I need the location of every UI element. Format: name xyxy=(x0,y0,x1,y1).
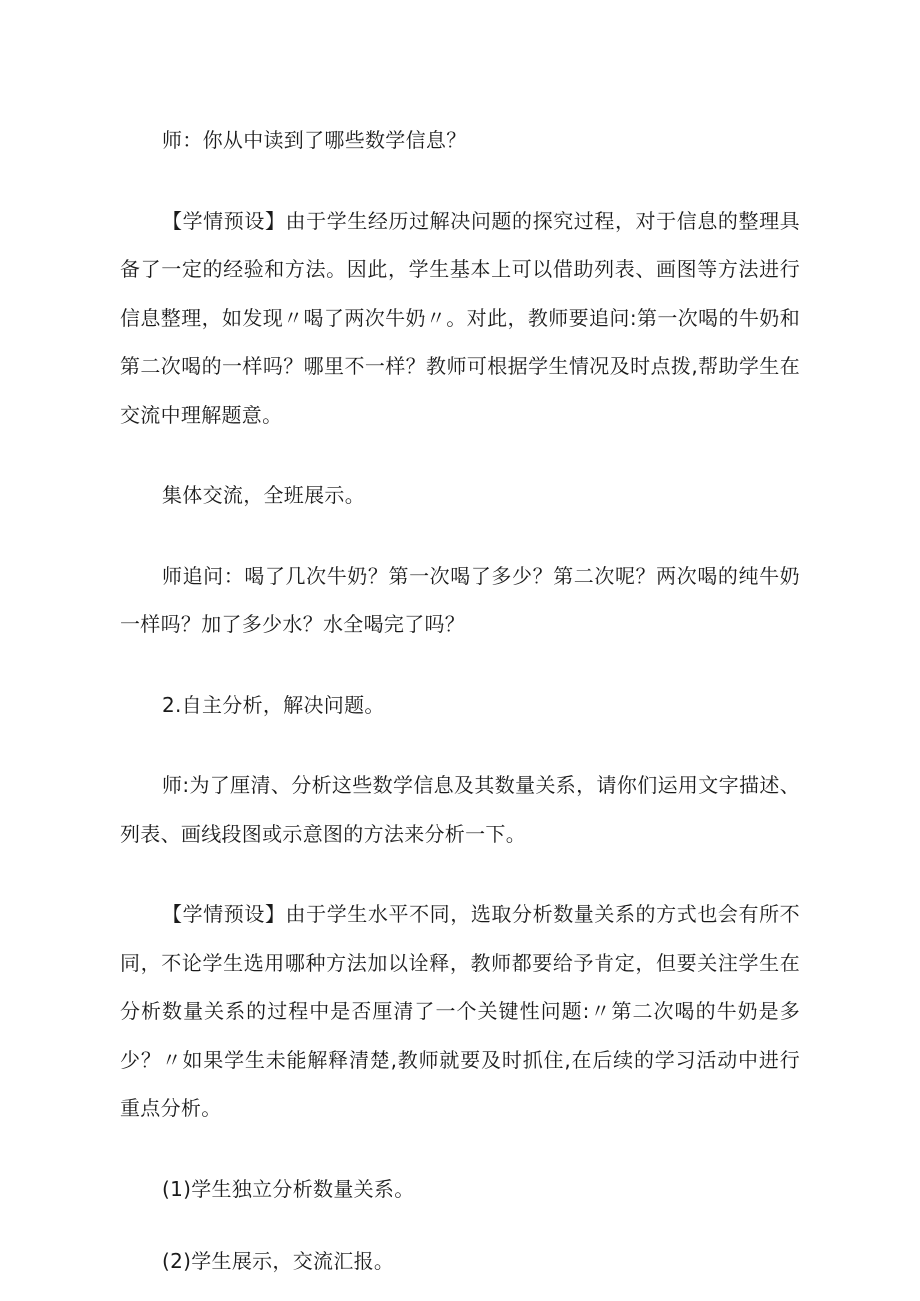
paragraph-step-1: (1)学生独立分析数量关系。 xyxy=(162,1176,415,1201)
document-body xyxy=(120,116,800,1286)
paragraph-section-2-heading: 2.自主分析，解决问题。 xyxy=(162,692,385,717)
paragraph-teacher-question: 师：你从中读到了哪些数学信息？ xyxy=(162,128,467,152)
paragraph-step-2: (2)学生展示，交流汇报。 xyxy=(162,1249,395,1273)
paragraph-learning-preset-2: 【学情预设】由于学生水平不同，选取分析数量关系的方式也会有所不同，不论学生选用哪种方法加以诠释，教师都要给予肯定，但要关注学生在分析数量关系的过程中是否厘清了一个关键性问题:〃第二次喝的牛奶是多少？〃如果学生未能解释清楚,教师就要及时抓住,在后续的学习活动中进行重点分析。 xyxy=(120,902,800,1120)
paragraph-learning-preset-1: 【学情预设】由于学生经历过解决问题的探究过程，对于信息的整理具备了一定的经验和方法。因此，学生基本上可以借助列表、画图等方法进行信息整理，如发现〃喝了两次牛奶〃。对此，教师要追问:第一次喝的牛奶和第二次喝的一样吗？哪里不一样？教师可根据学生情况及时点拨,帮助学生在交流中理解题意。 xyxy=(120,208,800,427)
paragraph-teacher-followup: 师追问：喝了几次牛奶？第一次喝了多少？第二次呢？两次喝的纯牛奶一样吗？加了多少水？水全喝完了吗？ xyxy=(120,563,800,636)
paragraph-teacher-instruction: 师:为了厘清、分析这些数学信息及其数量关系，请你们运用文字描述、列表、画线段图或示意图的方法来分析一下。 xyxy=(120,773,800,846)
paragraph-group-exchange: 集体交流，全班展示。 xyxy=(162,483,365,507)
